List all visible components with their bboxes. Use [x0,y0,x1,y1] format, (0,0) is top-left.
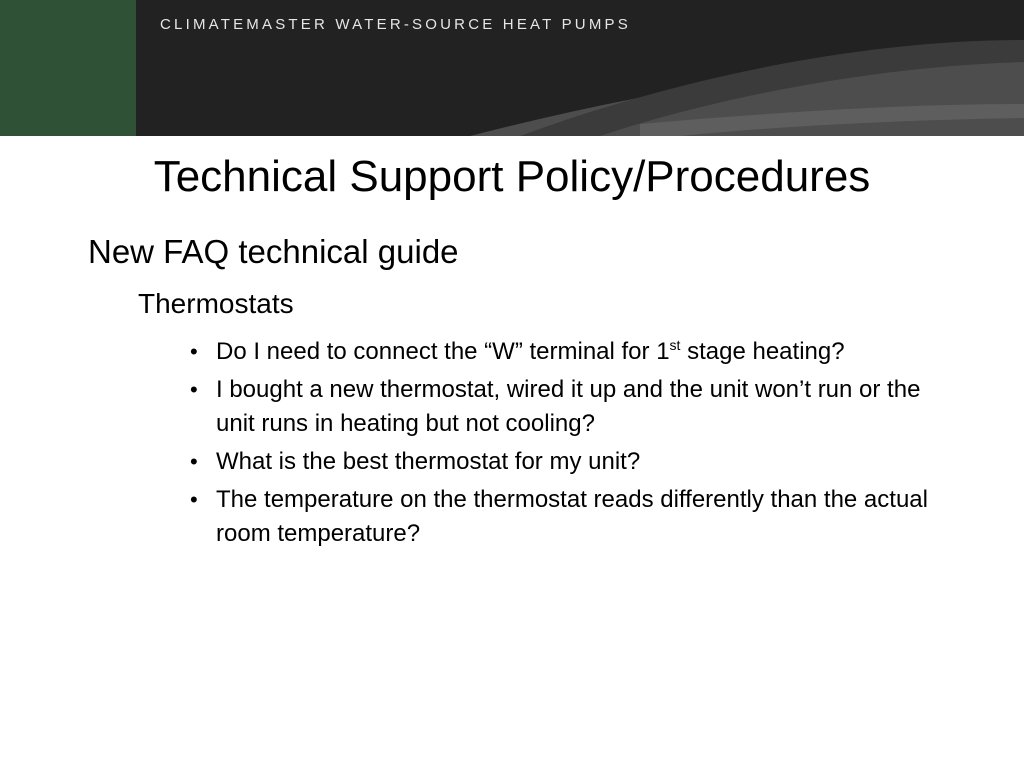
list-item [190,335,956,369]
bullet-text: The temperature on the thermostat reads differently than the actual room temperature? [216,486,928,547]
bullet-text: I bought a new thermostat, wired it up and the unit won’t run or the unit runs in heating but not cooling? [216,376,921,437]
brand-text: CLIMATEMASTER WATER-SOURCE HEAT PUMPS [160,16,631,33]
faq-bullet-list [190,335,956,555]
slide-title: Technical Support Policy/Procedures [153,152,871,201]
level1-heading: New FAQ technical guide [88,233,459,270]
bullet-text: What is the best thermostat for my unit? [216,448,641,475]
bullet-icon: • [190,487,198,512]
green-block [0,0,136,136]
list-item [190,483,956,551]
bullet-text-cont: stage heating? [680,338,845,365]
bullet-icon: • [190,377,198,402]
list-item [190,373,956,441]
level2-heading: Thermostats [138,288,294,319]
light-swoosh-lower [640,104,1024,136]
bullet-icon: • [190,339,198,364]
bullet-icon: • [190,449,198,474]
list-item [190,445,956,479]
header-banner [0,0,1024,136]
superscript-st: st [669,337,681,353]
bullet-text: Do I need to connect the “W” terminal for 1 [216,338,670,365]
